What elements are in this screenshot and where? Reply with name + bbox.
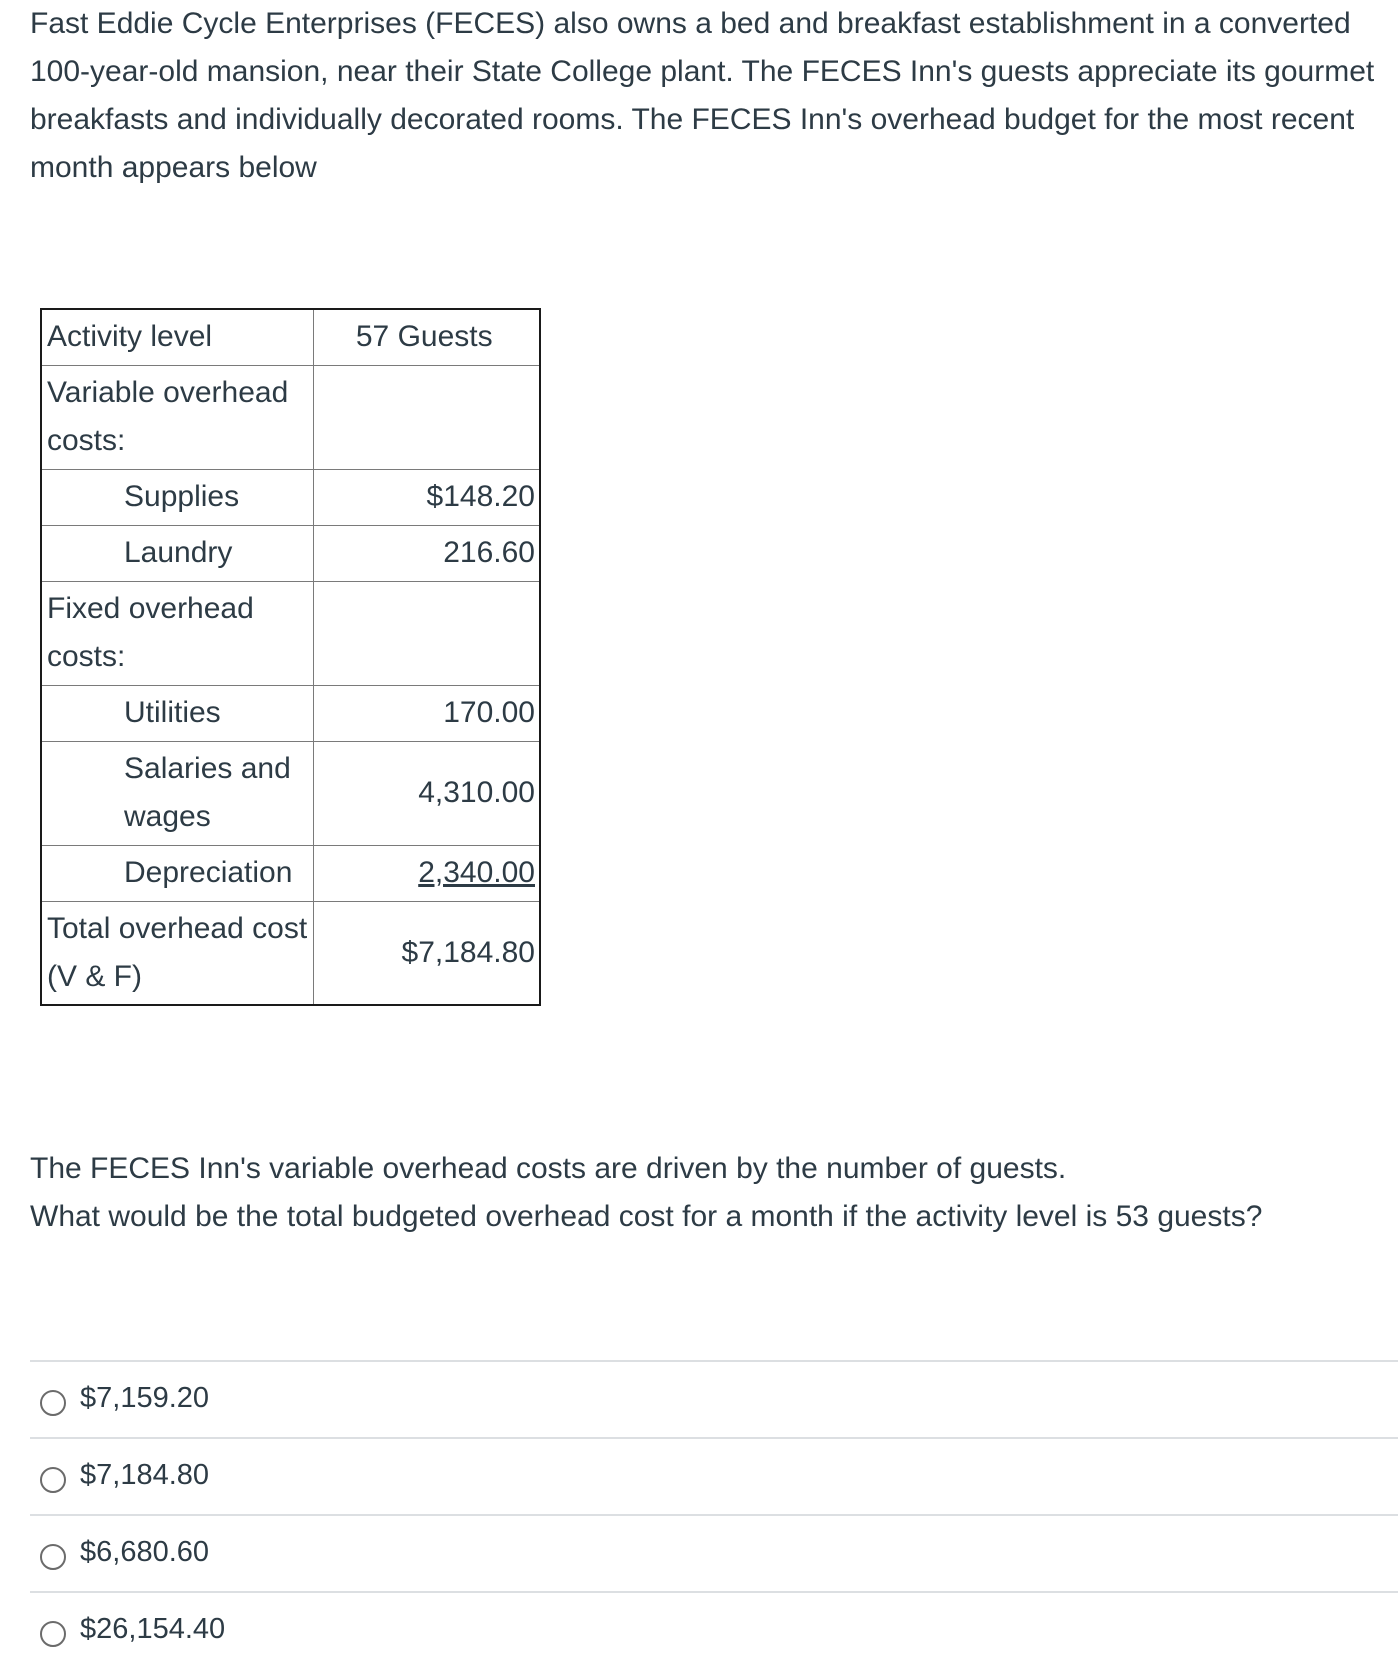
salaries-label: Salaries and wages [41, 741, 313, 845]
table-row [41, 685, 540, 741]
depreciation-value: 2,340.00 [313, 845, 540, 901]
radio-button[interactable] [40, 1390, 66, 1416]
table-row [41, 741, 540, 845]
table-row [41, 901, 540, 1005]
answer-label: $6,680.60 [80, 1536, 210, 1568]
answer-option[interactable] [30, 1514, 1398, 1591]
utilities-value: 170.00 [313, 685, 540, 741]
question-text [30, 1145, 1398, 1241]
answer-label: $26,154.40 [80, 1613, 226, 1645]
question-line-1: The FECES Inn's variable overhead costs are driven by the number of guests. [30, 1152, 1067, 1185]
answer-label: $7,159.20 [80, 1382, 210, 1414]
answer-option[interactable] [30, 1437, 1398, 1514]
laundry-value: 216.60 [313, 525, 540, 581]
empty-cell [313, 581, 540, 685]
answer-option[interactable] [30, 1360, 1398, 1437]
fixed-overhead-header: Fixed overhead costs: [41, 581, 313, 685]
activity-level-value: 57 Guests [313, 309, 540, 365]
table-row [41, 525, 540, 581]
radio-button[interactable] [40, 1544, 66, 1570]
question-intro-text: Fast Eddie Cycle Enterprises (FECES) also owns a bed and breakfast establishment in a converted 100-year-old mansion, near their State College plant. The FECES Inn's guests appreciate its gourmet breakfasts and individually decorated rooms. The FECES Inn's overhead budget for the most recent month appears below [30, 7, 1375, 184]
empty-cell [313, 365, 540, 469]
radio-button[interactable] [40, 1621, 66, 1647]
answer-option[interactable] [30, 1591, 1398, 1668]
table-row [41, 309, 540, 365]
variable-overhead-header: Variable overhead costs: [41, 365, 313, 469]
table-row [41, 365, 540, 469]
supplies-label: Supplies [41, 469, 313, 525]
utilities-label: Utilities [41, 685, 313, 741]
laundry-label: Laundry [41, 525, 313, 581]
salaries-value: 4,310.00 [313, 741, 540, 845]
total-overhead-value: $7,184.80 [313, 901, 540, 1005]
total-overhead-label: Total overhead cost (V & F) [41, 901, 313, 1005]
table-row [41, 469, 540, 525]
depreciation-label: Depreciation [41, 845, 313, 901]
answer-label: $7,184.80 [80, 1459, 210, 1491]
table-row [41, 845, 540, 901]
table-row [41, 581, 540, 685]
supplies-value: $148.20 [313, 469, 540, 525]
radio-button[interactable] [40, 1467, 66, 1493]
question-line-2: What would be the total budgeted overhead cost for a month if the activity level is 53 guests? [30, 1200, 1263, 1233]
overhead-budget-table [40, 308, 541, 1006]
answer-list [30, 1360, 1398, 1668]
activity-level-label: Activity level [41, 309, 313, 365]
